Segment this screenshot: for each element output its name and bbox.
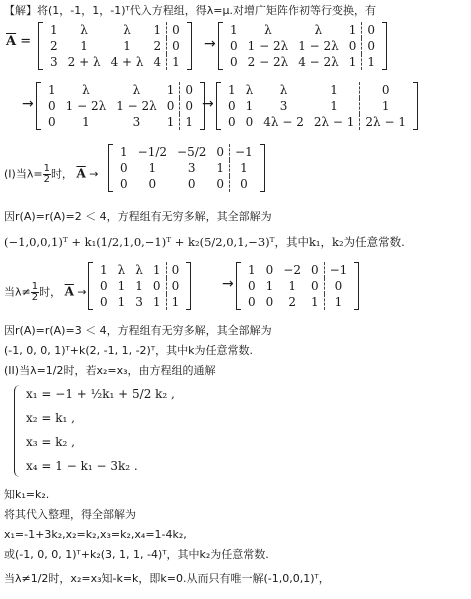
arrow-4: →: [222, 276, 234, 292]
matrix-3: 1 λ λ 1 0 0 1 − 2λ 1 − 2λ 0 0 0 1 3 1 1: [36, 82, 205, 130]
arrow-3: →: [202, 96, 214, 112]
arrow-1: →: [204, 36, 216, 52]
solution-3b: 或(-1, 0, 0, 1)ᵀ+k₂(3, 1, 1, -4)ᵀ，其中k₂为任意常数.: [4, 548, 269, 561]
intro-text: 【解】将(1，-1，1，-1)ᵀ代入方程组，得λ=μ.对增广矩阵作初等行变换，有: [4, 4, 376, 17]
system-brace: [14, 385, 23, 477]
matrix-7: 1 0 −2 0 −1 0 1 1 0 0 0 0 2 1 1: [236, 262, 359, 310]
arrow-2: →: [22, 96, 34, 112]
system-eq-1: x₁ = −1 + ½k₁ + 5/2 k₂ ,: [26, 387, 175, 401]
matrix-2: 1 λ λ 1 0 0 1 − 2λ 1 − 2λ 0 0 0 2 − 2λ 4 − 2λ 1 1: [218, 22, 387, 70]
solution-1: (−1,0,0,1)ᵀ + k₁(1/2,1,0,−1)ᵀ + k₂(5/2,0,1,−3)ᵀ，其中k₁，k₂为任意常数.: [4, 235, 405, 249]
system-eq-2: x₂ = k₁ ,: [26, 411, 75, 425]
rank-statement-2: 因r(A)=r(A)=3 ＜ 4，方程组有无穷多解，其全部解为: [4, 324, 272, 337]
matrix-1: 1 λ λ 1 0 2 1 1 2 0 3 2 + λ 4 + λ 4 1: [38, 22, 192, 70]
case1-heading: (I)当λ= $\frac{1}{2}$ 时， $\overline{A}$ →: [4, 163, 99, 185]
augmented-matrix-symbol: $\overline{A}$ =: [6, 34, 32, 49]
case2-heading: 当λ≠ $\frac{1}{2}$ 时， $\overline{A}$ →: [4, 281, 87, 303]
matrix-5: 1 −1/2 −5/2 0 −1 0 1 3 1 1 0 0 0 0 0: [108, 144, 265, 192]
solution-3: x₁=-1+3k₂,x₂=k₂,x₃=k₂,x₄=1-4k₂,: [4, 528, 187, 541]
matrix-4: 1 λ λ 1 0 0 1 3 1 1 0 0 4λ − 2 2λ − 1 2λ − 1: [216, 82, 418, 130]
know-text: 知k₁=k₂.: [4, 488, 50, 501]
solution-2: (-1, 0, 0, 1)ᵀ+k(2, -1, 1, -2)ᵀ，其中k为任意常数.: [4, 344, 253, 357]
system-eq-3: x₃ = k₂ ,: [26, 435, 75, 449]
matrix-6: 1 λ λ 1 0 0 1 1 0 0 0 1 3 1 1: [88, 262, 191, 310]
system-eq-4: x₄ = 1 − k₁ − 3k₂ .: [26, 459, 138, 473]
substitute-text: 将其代入整理，得全部解为: [4, 508, 136, 521]
case4-text: 当λ≠1/2时，x₂=x₃知-k=k，即k=0.从而只有唯一解(-1,0,0,1)ᵀ，: [4, 572, 330, 585]
case3-heading: (II)当λ=1/2时，若x₂=x₃，由方程组的通解: [4, 364, 216, 377]
rank-statement-1: 因r(A)=r(A)=2 ＜ 4，方程组有无穷多解，其全部解为: [4, 210, 272, 223]
